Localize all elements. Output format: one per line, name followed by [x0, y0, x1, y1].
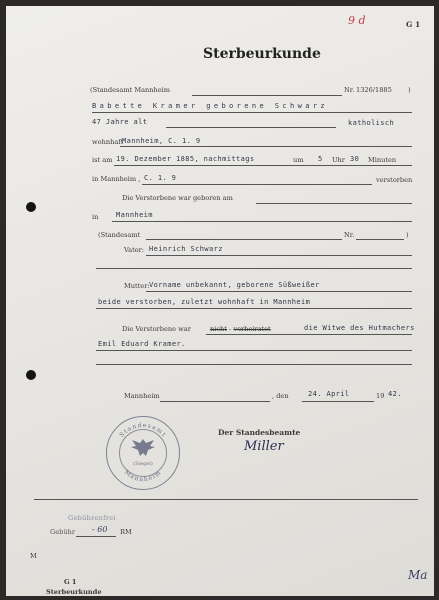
rule-line [356, 239, 404, 240]
spouse-name: Emil Eduard Kramer. [98, 340, 186, 348]
birthplace-label: in [92, 213, 99, 221]
marital-struck: nicht - verheiratet [210, 325, 271, 333]
punch-hole-top [26, 202, 36, 212]
register-number: 1326/1885 [356, 86, 392, 94]
punch-hole-bottom [26, 370, 36, 380]
residence-value: Mannheim, C. 1. 9 [122, 137, 201, 145]
father-label: Vater: [124, 246, 145, 254]
minuten-label: Minuten [368, 156, 397, 164]
svg-text:Mannheim: Mannheim [122, 468, 164, 484]
rule-line [302, 401, 374, 402]
rule-line [96, 268, 412, 269]
ist-am-label: ist am [92, 156, 113, 164]
rule-line [166, 127, 336, 128]
verstorben-label: verstorben [376, 176, 413, 184]
fee-unit: RM [120, 528, 132, 536]
registrar-label: Der Standesbeamte [218, 428, 301, 437]
rule-line [114, 165, 412, 166]
uhr-label: Uhr [332, 156, 345, 164]
rule-line [146, 239, 342, 240]
rule-line [192, 95, 342, 96]
issue-year: 42. [388, 390, 402, 398]
rule-line [120, 146, 412, 147]
marital-status: die Witwe des Hutmachers [304, 324, 415, 332]
deceased-name: Babette Kramer geborene Schwarz [92, 102, 329, 110]
death-hour: 5 [318, 155, 323, 163]
death-place: C. 1. 9 [144, 174, 177, 182]
standesamt-label: (Standesamt [98, 231, 141, 239]
side-mark: M [30, 552, 37, 560]
rule-line [160, 401, 270, 402]
death-date: 19. Dezember 1885, nachmittags [116, 155, 255, 163]
rule-line [142, 184, 372, 185]
nr-label: Nr. [344, 231, 355, 239]
death-minutes: 30 [350, 155, 360, 163]
residence-label: wohnhaft [92, 138, 124, 146]
fee-stamp: Gebührenfrei [68, 514, 116, 522]
fee-label: Gebühr [50, 528, 76, 536]
birthplace: Mannheim [116, 211, 153, 219]
seal-text-ring [107, 417, 179, 489]
den-label: , den [272, 392, 289, 400]
place-label: in Mannheim , [92, 175, 141, 183]
footer-label: Sterbeurkunde [46, 588, 102, 596]
age: 47 Jahre alt [92, 118, 148, 126]
form-code: G 1 [406, 20, 421, 29]
registrar-signature: Miller [244, 439, 284, 454]
issue-date: 24. April [308, 390, 350, 398]
svg-text:(Siegel): (Siegel) [133, 461, 153, 467]
rule-line [206, 334, 412, 335]
fee-value: - 60 [92, 525, 108, 534]
marital-label: Die Verstorbene war [122, 325, 191, 333]
rule-line [112, 221, 412, 222]
document-title: Sterbeurkunde [203, 46, 321, 62]
registry-office-label: (Standesamt Mannheim [90, 86, 171, 94]
um-label: um [293, 156, 304, 164]
parents-status: beide verstorben, zuletzt wohnhaft in Mannheim [98, 298, 311, 306]
number-label: Nr. [344, 86, 355, 94]
rule-line [92, 112, 412, 113]
svg-text:Standesamt: Standesamt [118, 421, 168, 439]
mother-label: Mutter: [124, 282, 150, 290]
handwritten-note: 9 d [348, 14, 366, 27]
year-prefix: 19 [376, 392, 385, 400]
rule-line [256, 203, 412, 204]
rule-line [96, 308, 412, 309]
corner-mark: Ma [408, 568, 428, 582]
document-sheet [6, 6, 434, 596]
rule-line [96, 364, 412, 365]
official-seal [106, 416, 180, 490]
father-name: Heinrich Schwarz [149, 245, 223, 253]
rule-line [96, 350, 412, 351]
eagle-icon [131, 439, 155, 456]
rule-line [34, 499, 418, 500]
rule-line [146, 291, 412, 292]
issue-place: Mannheim [124, 392, 160, 400]
rule-line [76, 536, 116, 537]
religion: katholisch [348, 119, 395, 127]
bracket-close: ) [406, 231, 409, 239]
born-label: Die Verstorbene war geboren am [122, 194, 233, 202]
footer-code: G 1 [64, 578, 77, 586]
mother-name: Vorname unbekannt, geborene Süßweißer [149, 281, 320, 289]
bracket-close: ) [408, 86, 411, 94]
rule-line [146, 255, 412, 256]
